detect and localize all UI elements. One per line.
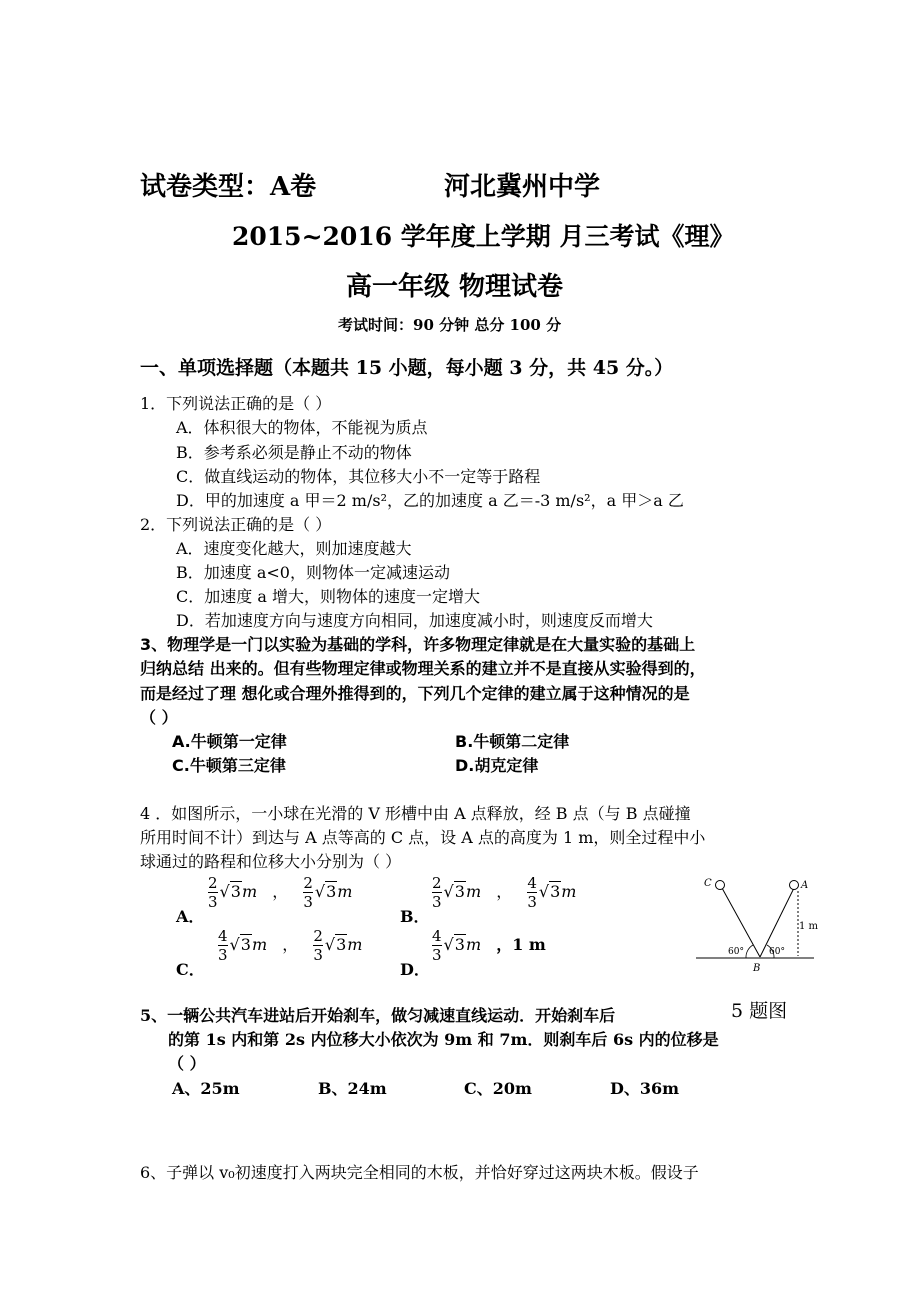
label-height: 1 m	[799, 921, 819, 932]
q2-option-a: A．速度变化越大，则加速度越大	[176, 539, 412, 558]
q3-line-2: 归纳总结 出来的。但有些物理定律或物理关系的建立并不是直接从实验得到的，	[140, 659, 706, 678]
q1-option-a: A．体积很大的物体，不能视为质点	[176, 418, 428, 437]
q4-option-d-label: D．	[400, 960, 430, 979]
q4-option-a-label: A．	[176, 907, 205, 926]
school-name: 河北冀州中学	[444, 172, 601, 202]
q6-line-1: 6、子弹以 v₀初速度打入两块完全相同的木板，并恰好穿过这两块木板。假设子	[140, 1163, 699, 1182]
q1-option-b: B．参考系必须是静止不动的物体	[176, 443, 412, 462]
q1-option-d: D．甲的加速度 a 甲＝2 m/s²，乙的加速度 a 乙＝-3 m/s²，a 甲＞a 乙	[176, 491, 684, 510]
section-title: 一、单项选择题（本题共 15 小题，每小题 3 分，共 45 分。）	[140, 357, 674, 379]
label-c: C	[704, 878, 712, 889]
q2-option-d: D．若加速度方向与速度方向相同，加速度减小时，则速度反而增大	[176, 611, 653, 630]
q3-option-a: A.牛顿第一定律	[172, 732, 287, 751]
q3-option-c: C.牛顿第三定律	[172, 756, 286, 775]
ball-c-icon	[716, 881, 725, 890]
q2-option-c: C．加速度 a 增大，则物体的速度一定增大	[176, 587, 480, 606]
exam-term: 2015~2016 学年度上学期 月三考试《理》	[232, 222, 735, 251]
figure-caption: 5 题图	[731, 1000, 788, 1022]
exam-info: 考试时间：90 分钟 总分 100 分	[338, 316, 562, 334]
q1-stem: 1．下列说法正确的是（ ）	[140, 394, 332, 413]
q5-line-3: （ ）	[168, 1054, 206, 1073]
q2-stem: 2．下列说法正确的是（ ）	[140, 515, 332, 534]
q4-option-b-label: B．	[400, 907, 430, 926]
q3-line-4: （ ）	[140, 708, 178, 727]
v-groove-figure	[690, 874, 820, 974]
q3-option-b: B.牛顿第二定律	[455, 732, 570, 751]
q5-option-d: D、36m	[610, 1079, 680, 1098]
q1-option-c: C．做直线运动的物体，其位移大小不一定等于路程	[176, 467, 541, 486]
q5-option-a: A、25m	[172, 1079, 240, 1098]
paper-type: 试卷类型：A卷	[140, 172, 317, 202]
q2-option-b: B．加速度 a<0，则物体一定减速运动	[176, 563, 450, 582]
label-a: A	[801, 880, 809, 891]
q4-option-c-value: $\frac{4}{3}$ √3m ， $\frac{2}{3}$ √3m	[218, 927, 363, 964]
q4-line-2: 所用时间不计）到达与 A 点等高的 C 点，设 A 点的高度为 1 m，则全过程中小	[140, 828, 706, 847]
q3-line-3: 而是经过了理 想化或合理外推得到的，下列几个定律的建立属于这种情况的是	[140, 684, 690, 703]
q4-option-b-value: $\frac{2}{3}$ √3m ， $\frac{4}{3}$ √3m	[432, 874, 577, 911]
q4-line-1: 4 ．如图所示，一小球在光滑的 V 形槽中由 A 点释放，经 B 点（与 B 点碰撞	[140, 804, 691, 823]
q5-line-2: 的第 1s 内和第 2s 内位移大小依次为 9m 和 7m．则刹车后 6s 内的位移是	[168, 1030, 719, 1049]
q4-option-d-value: $\frac{4}{3}$ √3m ，1 m	[432, 927, 546, 964]
q5-option-b: B、24m	[318, 1079, 387, 1098]
q3-line-1: 3、物理学是一门以实验为基础的学科，许多物理定律就是在大量实验的基础上	[140, 635, 696, 654]
label-b: B	[753, 963, 761, 974]
subject-title: 高一年级 物理试卷	[346, 272, 564, 302]
q3-option-d: D.胡克定律	[455, 756, 539, 775]
angle-left-arc	[746, 945, 753, 958]
q5-line-1: 5、一辆公共汽车进站后开始刹车，做匀减速直线运动．开始刹车后	[140, 1006, 616, 1025]
label-angle-right: 60°	[769, 947, 785, 957]
q5-option-c: C、20m	[464, 1079, 532, 1098]
q4-option-a-value: $\frac{2}{3}$ √3m ， $\frac{2}{3}$ √3m	[208, 874, 353, 911]
q4-option-c-label: C．	[176, 960, 205, 979]
label-angle-left: 60°	[728, 947, 744, 957]
ball-a-icon	[790, 881, 799, 890]
q4-line-3: 球通过的路程和位移大小分别为（ ）	[140, 852, 402, 871]
